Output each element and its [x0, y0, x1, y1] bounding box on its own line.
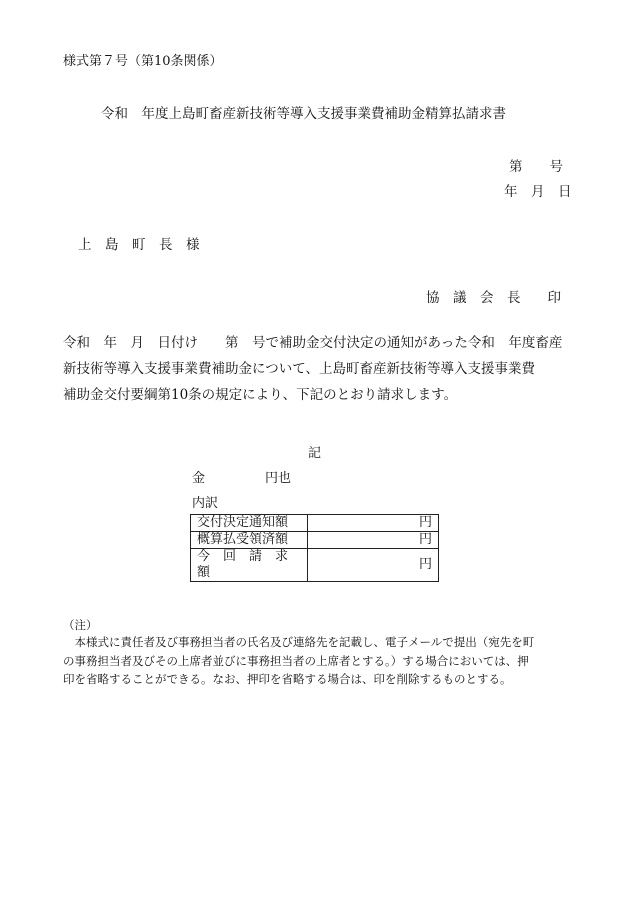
- table-row: [191, 549, 439, 582]
- form-number: 様式第７号（第10条関係）: [63, 54, 223, 69]
- table-row: [191, 515, 439, 532]
- document-date: 年 月 日: [504, 184, 572, 200]
- amount-unit: 円也: [265, 471, 292, 486]
- table-row: [191, 532, 439, 549]
- breakdown-amount: 円: [308, 532, 439, 549]
- document-title: 令和 年度上島町畜産新技術等導入支援事業費補助金精算払請求書: [101, 106, 506, 122]
- note-line-1: 本様式に責任者及び事務担当者の氏名及び連絡先を記載し、電子メールで提出（宛先を町: [63, 635, 535, 649]
- request-body: [63, 330, 583, 408]
- body-line-2: 新技術等導入支援事業費補助金について、上島町畜産新技術等導入支援事業費: [63, 361, 535, 377]
- document-number: 第 号: [509, 159, 563, 175]
- applicant-signature: 協 議 会 長 印: [426, 290, 561, 306]
- note-body: [63, 633, 593, 689]
- note-line-2: の事務担当者及びその上席者並びに事務担当者の上席者とする。）する場合においては、押: [63, 653, 529, 668]
- ki-heading: 記: [308, 446, 322, 461]
- breakdown-amount: 円: [308, 549, 439, 582]
- breakdown-label: 概算払受領済額: [191, 532, 308, 549]
- breakdown-amount: 円: [308, 515, 439, 532]
- addressee: 上 島 町 長 様: [78, 237, 200, 253]
- body-line-1: 令和 年 月 日付け 第 号で補助金交付決定の通知があった令和 年度畜産: [63, 335, 563, 351]
- breakdown-label: 今 回 請 求 額: [191, 549, 308, 582]
- body-line-3: 補助金交付要綱第10条の規定により、下記のとおり請求します。: [63, 387, 458, 403]
- breakdown-table: [190, 514, 439, 582]
- amount-label: 金: [192, 471, 206, 486]
- breakdown-heading: 内訳: [192, 496, 219, 511]
- note-line-3: 印を省略することができる。なお、押印を省略する場合は、印を削除するものとする。: [63, 672, 512, 686]
- breakdown-label: 交付決定通知額: [191, 515, 308, 532]
- note-heading: （注）: [63, 618, 98, 632]
